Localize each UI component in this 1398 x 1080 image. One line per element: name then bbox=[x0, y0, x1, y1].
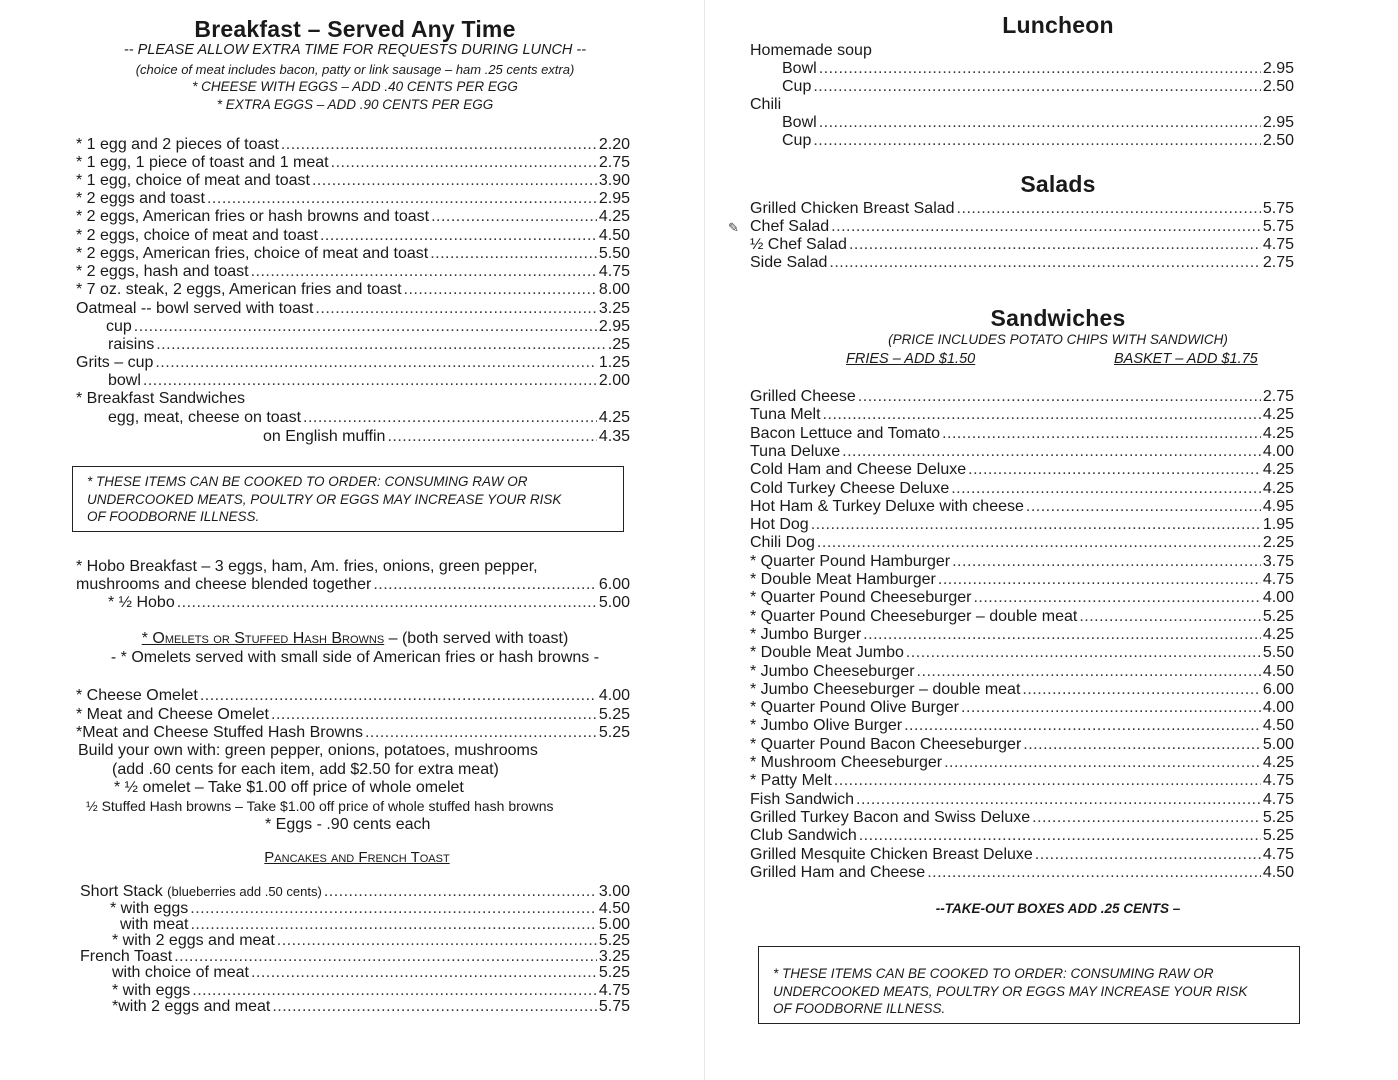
menu-item bbox=[750, 405, 1294, 424]
breakfast-note-cheese: * CHEESE WITH EGGS – ADD .40 CENTS PER EGG bbox=[192, 79, 518, 94]
sandwiches-note: (PRICE INCLUDES POTATO CHIPS WITH SANDWICH) bbox=[888, 332, 1228, 347]
menu-item bbox=[76, 171, 630, 190]
item-price: .25 bbox=[607, 336, 630, 353]
pancakes-heading bbox=[0, 849, 714, 866]
omelets-heading-title: * Omelets or Stuffed Hash Browns bbox=[141, 630, 385, 647]
item-price: 4.50 bbox=[1262, 863, 1294, 881]
item-label: Hot Ham & Turkey Deluxe with cheese bbox=[750, 497, 1024, 515]
half-stuffed-note: ½ Stuffed Hash browns – Take $1.00 off price of whole stuffed hash browns bbox=[86, 798, 554, 814]
notice-line: OF FOODBORNE ILLNESS. bbox=[773, 1001, 946, 1016]
item-label: * 2 eggs, choice of meat and toast bbox=[76, 227, 318, 244]
menu-subheading: * Breakfast Sandwiches bbox=[76, 390, 245, 407]
menu-item bbox=[750, 460, 1294, 479]
item-label: * Double Meat Hamburger bbox=[750, 571, 936, 588]
menu-item bbox=[108, 371, 630, 390]
breakfast-note-eggs: * EXTRA EGGS – ADD .90 CENTS PER EGG bbox=[216, 97, 494, 112]
item-label: * with eggs bbox=[110, 900, 189, 917]
item-price: 5.50 bbox=[598, 245, 630, 262]
item-price: 2.95 bbox=[598, 190, 630, 207]
half-omelet-note: * ½ omelet – Take $1.00 off price of whole omelet bbox=[114, 779, 464, 796]
menu-item bbox=[750, 863, 1294, 882]
item-price: 6.00 bbox=[1262, 680, 1294, 698]
item-price: 2.00 bbox=[598, 372, 630, 389]
item-price: 4.50 bbox=[598, 227, 630, 244]
pancakes-heading-text: Pancakes and French Toast bbox=[264, 849, 450, 866]
menu-subheading: Homemade soup bbox=[750, 42, 872, 59]
item-price: 2.75 bbox=[598, 154, 630, 171]
item-price: 3.00 bbox=[598, 883, 630, 900]
item-price: 4.50 bbox=[1262, 662, 1294, 680]
item-price: 5.00 bbox=[598, 594, 630, 611]
menu-item bbox=[76, 153, 630, 172]
item-price: 4.75 bbox=[1262, 236, 1294, 253]
menu-item bbox=[750, 845, 1294, 864]
menu-item bbox=[750, 625, 1294, 644]
menu-item bbox=[750, 515, 1294, 534]
item-price: 4.25 bbox=[598, 409, 630, 426]
item-price: 5.25 bbox=[1262, 827, 1294, 845]
menu-item bbox=[76, 686, 630, 705]
item-label: Grilled Ham and Cheese bbox=[750, 863, 926, 881]
item-price: 2.75 bbox=[1262, 254, 1294, 271]
item-label: on English muffin bbox=[263, 428, 386, 445]
menu-item bbox=[112, 963, 630, 982]
item-price: 5.25 bbox=[1262, 607, 1294, 625]
menu-item bbox=[750, 479, 1294, 498]
menu-item bbox=[750, 716, 1294, 735]
menu-item bbox=[750, 588, 1294, 607]
item-price: 5.25 bbox=[598, 932, 630, 949]
item-price: 4.25 bbox=[1262, 754, 1294, 771]
item-price: 3.90 bbox=[598, 172, 630, 189]
menu-item bbox=[782, 77, 1294, 96]
item-price: 3.25 bbox=[598, 300, 630, 317]
item-price: 5.25 bbox=[1262, 808, 1294, 826]
item-price: 4.25 bbox=[1262, 625, 1294, 643]
omelets-heading-suffix: – (both served with toast) bbox=[384, 630, 569, 647]
item-label: Side Salad bbox=[750, 254, 828, 271]
menu-item bbox=[750, 442, 1294, 461]
menu-item bbox=[108, 408, 630, 427]
notice-line: * THESE ITEMS CAN BE COOKED TO ORDER: CONSUMING RAW OR bbox=[87, 474, 528, 489]
pen-mark: ✎ bbox=[728, 220, 739, 235]
item-label: mushrooms and cheese blended together bbox=[76, 576, 372, 593]
menu-item bbox=[750, 552, 1294, 571]
item-price: 2.25 bbox=[1262, 534, 1294, 552]
notice-line: UNDERCOOKED MEATS, POULTRY OR EGGS MAY INCREASE YOUR RISK bbox=[87, 491, 562, 507]
item-price: 5.00 bbox=[1262, 735, 1294, 753]
breakfast-page bbox=[0, 0, 690, 1080]
item-price: 5.25 bbox=[598, 724, 630, 741]
item-price: 6.00 bbox=[598, 576, 630, 593]
build-your-own: Build your own with: green pepper, onions, potatoes, mushrooms bbox=[78, 742, 538, 759]
menu-item bbox=[76, 244, 630, 263]
omelets-heading bbox=[0, 630, 710, 648]
item-label: * 2 eggs, hash and toast bbox=[76, 263, 249, 280]
item-label: cup bbox=[106, 318, 132, 335]
item-price: 4.95 bbox=[1262, 497, 1294, 515]
item-label: * Jumbo Cheeseburger bbox=[750, 662, 915, 680]
menu-item bbox=[750, 808, 1294, 827]
item-label: Grilled Turkey Bacon and Swiss Deluxe bbox=[750, 808, 1031, 826]
item-price: 2.50 bbox=[1262, 132, 1294, 149]
menu-item bbox=[108, 593, 630, 612]
item-label: Grilled Cheese bbox=[750, 388, 856, 405]
item-label: Cold Ham and Cheese Deluxe bbox=[750, 461, 967, 479]
item-label: Grilled Mesquite Chicken Breast Deluxe bbox=[750, 845, 1033, 863]
item-label: * Double Meat Jumbo bbox=[750, 644, 904, 662]
menu-item bbox=[112, 997, 630, 1016]
item-price: 4.00 bbox=[1262, 589, 1294, 607]
menu-item bbox=[750, 570, 1294, 589]
item-price: 4.75 bbox=[1262, 790, 1294, 808]
item-label: * 2 eggs, American fries, choice of meat and toast bbox=[76, 245, 429, 262]
item-label: *with 2 eggs and meat bbox=[112, 998, 271, 1015]
item-label: Fish Sandwich bbox=[750, 790, 855, 808]
menu-item bbox=[263, 427, 630, 446]
item-note: (blueberries add .50 cents) bbox=[167, 884, 322, 899]
menu-item bbox=[750, 533, 1294, 552]
menu-item bbox=[76, 280, 630, 299]
menu-item bbox=[106, 317, 630, 336]
item-label: * 2 eggs and toast bbox=[76, 190, 205, 207]
item-label: Chili Dog bbox=[750, 534, 815, 552]
menu-item bbox=[750, 790, 1294, 809]
menu-item bbox=[76, 705, 630, 724]
item-price: 4.75 bbox=[1262, 845, 1294, 863]
build-your-own-note: (add .60 cents for each item, add $2.50 for extra meat) bbox=[112, 761, 499, 778]
item-label: Grilled Chicken Breast Salad bbox=[750, 200, 955, 217]
menu-item bbox=[76, 207, 630, 226]
item-price: 4.75 bbox=[598, 982, 630, 999]
menu-item bbox=[782, 113, 1294, 132]
item-label: egg, meat, cheese on toast bbox=[108, 409, 302, 426]
menu-item bbox=[750, 771, 1294, 790]
item-label: * Quarter Pound Hamburger bbox=[750, 552, 951, 570]
menu-item bbox=[782, 59, 1294, 78]
menu-item bbox=[750, 235, 1294, 254]
menu-subheading: Chili bbox=[750, 96, 782, 113]
menu-item bbox=[76, 353, 630, 372]
notice-line: OF FOODBORNE ILLNESS. bbox=[87, 509, 260, 524]
item-label: * Quarter Pound Bacon Cheeseburger bbox=[750, 735, 1022, 753]
item-price: 2.20 bbox=[598, 136, 630, 153]
menu-item bbox=[750, 387, 1294, 406]
item-label: * Cheese Omelet bbox=[76, 687, 198, 704]
menu-item bbox=[750, 662, 1294, 681]
item-label: * 7 oz. steak, 2 eggs, American fries and toast bbox=[76, 281, 402, 298]
item-price: 5.50 bbox=[1262, 644, 1294, 662]
menu-item bbox=[76, 262, 630, 281]
item-price: 4.25 bbox=[598, 208, 630, 225]
item-price: 5.00 bbox=[598, 916, 630, 933]
item-price: 5.75 bbox=[1262, 200, 1294, 217]
menu-item bbox=[108, 335, 630, 354]
item-label: * with eggs bbox=[112, 982, 191, 999]
menu-item bbox=[750, 826, 1294, 845]
menu-item bbox=[750, 217, 1294, 236]
breakfast-note-meat: (choice of meat includes bacon, patty or link sausage – ham .25 cents extra) bbox=[135, 62, 575, 77]
item-label: * Patty Melt bbox=[750, 772, 832, 790]
item-price: 5.75 bbox=[598, 998, 630, 1015]
item-price: 4.00 bbox=[1262, 699, 1294, 717]
menu-item bbox=[76, 575, 630, 594]
item-label: with choice of meat bbox=[112, 964, 249, 981]
item-label: bowl bbox=[108, 372, 141, 389]
menu-item bbox=[750, 753, 1294, 772]
menu-item bbox=[76, 189, 630, 208]
item-label: Bowl bbox=[782, 114, 817, 131]
item-price: 4.25 bbox=[1262, 424, 1294, 442]
hobo-description: * Hobo Breakfast – 3 eggs, ham, Am. fries, onions, green pepper, bbox=[76, 558, 538, 575]
item-label: Bowl bbox=[782, 60, 817, 77]
lunch-page bbox=[700, 0, 1398, 1080]
item-price: 2.95 bbox=[1262, 60, 1294, 77]
item-label: Tuna Melt bbox=[750, 406, 821, 424]
item-label: Cold Turkey Cheese Deluxe bbox=[750, 479, 950, 497]
item-label-text: Short Stack bbox=[80, 883, 163, 900]
item-price: 2.75 bbox=[1262, 388, 1294, 405]
basket-addon: BASKET – ADD $1.75 bbox=[1114, 351, 1258, 367]
item-label: Bacon Lettuce and Tomato bbox=[750, 424, 941, 442]
item-price: 4.75 bbox=[1262, 772, 1294, 790]
breakfast-note-lunch: -- PLEASE ALLOW EXTRA TIME FOR REQUESTS DURING LUNCH -- bbox=[123, 42, 587, 58]
item-price: 2.95 bbox=[598, 318, 630, 335]
menu-item bbox=[750, 643, 1294, 662]
menu-item bbox=[76, 299, 630, 318]
item-price: 5.25 bbox=[598, 964, 630, 981]
food-safety-notice bbox=[758, 946, 1300, 1024]
item-label: Tuna Deluxe bbox=[750, 442, 841, 460]
item-label: Chef Salad bbox=[750, 218, 830, 235]
luncheon-title: Luncheon bbox=[1002, 12, 1114, 38]
item-label: Oatmeal -- bowl served with toast bbox=[76, 300, 314, 317]
notice-line: UNDERCOOKED MEATS, POULTRY OR EGGS MAY INCREASE YOUR RISK bbox=[773, 983, 1248, 999]
item-label: * 2 eggs, American fries or hash browns and toast bbox=[76, 208, 430, 225]
item-price: 2.95 bbox=[1262, 114, 1294, 131]
item-label: * Quarter Pound Cheeseburger bbox=[750, 589, 972, 607]
item-price: 4.00 bbox=[598, 687, 630, 704]
item-label: * with 2 eggs and meat bbox=[112, 932, 275, 949]
item-label: Hot Dog bbox=[750, 516, 809, 534]
item-price: 1.95 bbox=[1262, 516, 1294, 534]
item-label: * 1 egg and 2 pieces of toast bbox=[76, 136, 279, 153]
item-price: 5.25 bbox=[598, 706, 630, 723]
salads-title: Salads bbox=[1020, 171, 1096, 197]
menu-item bbox=[750, 735, 1294, 754]
omelets-subheading: - * Omelets served with small side of American fries or hash browns - bbox=[110, 649, 600, 666]
item-label: * Quarter Pound Cheeseburger – double meat bbox=[750, 607, 1078, 625]
item-price: 4.75 bbox=[1262, 571, 1294, 588]
item-label: ½ Chef Salad bbox=[750, 236, 847, 253]
item-label: Grits – cup bbox=[76, 354, 154, 371]
item-price: 8.00 bbox=[598, 281, 630, 298]
item-price: 4.00 bbox=[1262, 442, 1294, 460]
item-price: 4.50 bbox=[598, 900, 630, 917]
food-safety-notice bbox=[72, 466, 624, 532]
item-label: with meat bbox=[120, 916, 189, 933]
item-label: Club Sandwich bbox=[750, 827, 857, 845]
menu-item bbox=[76, 723, 630, 742]
item-price: 4.25 bbox=[1262, 461, 1294, 479]
item-label: * Jumbo Cheeseburger – double meat bbox=[750, 680, 1021, 698]
notice-line: * THESE ITEMS CAN BE COOKED TO ORDER: CONSUMING RAW OR bbox=[773, 966, 1214, 981]
item-price: 4.25 bbox=[1262, 479, 1294, 497]
item-label: * 1 egg, choice of meat and toast bbox=[76, 172, 310, 189]
item-label: * Jumbo Burger bbox=[750, 625, 862, 643]
item-price: 4.50 bbox=[1262, 717, 1294, 735]
item-label: French Toast bbox=[80, 948, 173, 965]
item-price: 1.25 bbox=[598, 354, 630, 371]
menu-item bbox=[750, 680, 1294, 699]
item-price: 2.50 bbox=[1262, 78, 1294, 95]
menu-item bbox=[750, 698, 1294, 717]
takeout-note: --TAKE-OUT BOXES ADD .25 CENTS – bbox=[935, 901, 1181, 916]
item-label: raisins bbox=[108, 336, 155, 353]
item-label: * Mushroom Cheeseburger bbox=[750, 754, 943, 771]
fries-addon: FRIES – ADD $1.50 bbox=[846, 351, 976, 367]
item-label: * Meat and Cheese Omelet bbox=[76, 706, 269, 723]
menu-item bbox=[750, 424, 1294, 443]
item-label: *Meat and Cheese Stuffed Hash Browns bbox=[76, 724, 363, 741]
item-price: 4.35 bbox=[598, 428, 630, 445]
menu-item bbox=[750, 253, 1294, 272]
item-price: 3.75 bbox=[1262, 552, 1294, 570]
item-label: * Jumbo Olive Burger bbox=[750, 717, 903, 735]
item-price: 5.75 bbox=[1262, 218, 1294, 235]
menu-item bbox=[750, 199, 1294, 218]
eggs-note: * Eggs - .90 cents each bbox=[265, 816, 431, 833]
sandwiches-title: Sandwiches bbox=[990, 305, 1126, 331]
item-price: 4.75 bbox=[598, 263, 630, 280]
menu-item bbox=[76, 226, 630, 245]
breakfast-title: Breakfast – Served Any Time bbox=[194, 16, 516, 42]
menu-item bbox=[76, 135, 630, 154]
item-label: * Quarter Pound Olive Burger bbox=[750, 699, 959, 717]
menu-item bbox=[782, 131, 1294, 150]
item-label: Cup bbox=[782, 78, 812, 95]
menu-item bbox=[750, 497, 1294, 516]
item-label: * ½ Hobo bbox=[108, 594, 175, 611]
menu-item bbox=[750, 607, 1294, 626]
item-price: 3.25 bbox=[598, 948, 630, 965]
item-label: * 1 egg, 1 piece of toast and 1 meat bbox=[76, 154, 329, 171]
item-price: 4.25 bbox=[1262, 406, 1294, 424]
item-label: Cup bbox=[782, 132, 812, 149]
